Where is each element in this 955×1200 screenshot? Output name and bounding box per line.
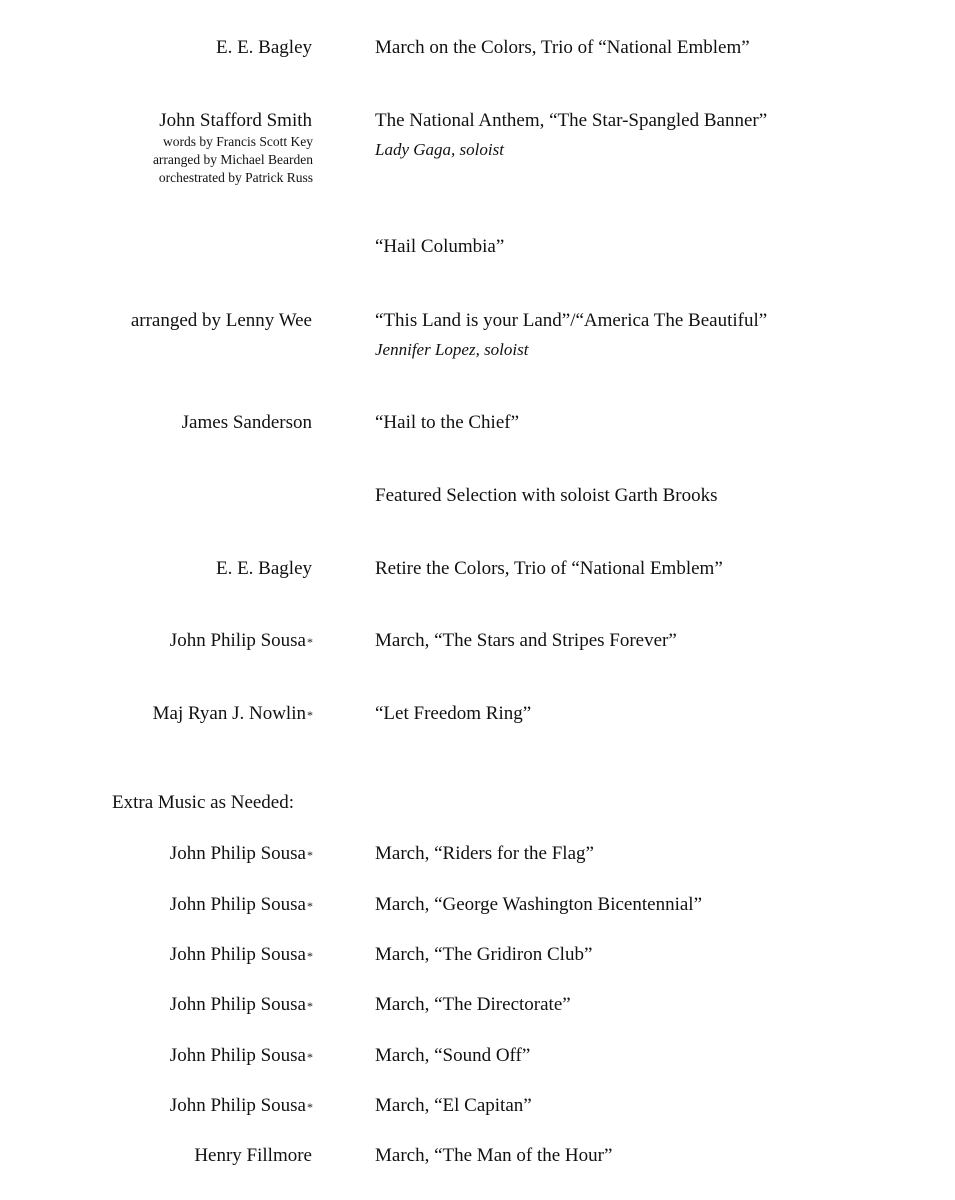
piece-title: March, “The Stars and Stripes Forever” bbox=[375, 630, 677, 651]
composer: E. E. Bagley bbox=[215, 558, 312, 579]
composer: John Philip Sousa* bbox=[169, 994, 313, 1015]
piece-title: Retire the Colors, Trio of “National Emblem” bbox=[375, 558, 723, 579]
composer bbox=[13, 236, 313, 259]
credit-line: orchestrated by Patrick Russ bbox=[158, 170, 313, 185]
composer bbox=[13, 485, 313, 508]
composer: E. E. Bagley bbox=[215, 37, 312, 58]
extra-music-heading: Extra Music as Needed: bbox=[112, 792, 295, 813]
piece-title: March, “George Washington Bicentennial” bbox=[375, 894, 702, 915]
composer: James Sanderson bbox=[181, 412, 312, 433]
composer: John Philip Sousa* bbox=[169, 843, 313, 864]
credit-line: words by Francis Scott Key bbox=[163, 134, 313, 149]
piece-title: Featured Selection with soloist Garth Brooks bbox=[375, 485, 718, 506]
piece-title: March, “The Directorate” bbox=[375, 994, 571, 1015]
composer: John Philip Sousa* bbox=[169, 894, 313, 915]
credit-line: arranged by Michael Bearden bbox=[152, 152, 313, 167]
composer: John Philip Sousa* bbox=[169, 944, 313, 965]
piece-title: “Hail to the Chief” bbox=[375, 412, 520, 433]
soloist: Lady Gaga, soloist bbox=[375, 140, 504, 159]
piece-title: “This Land is your Land”/“America The Beautiful” bbox=[375, 310, 768, 331]
composer: arranged by Lenny Wee bbox=[130, 310, 312, 331]
piece-title: March on the Colors, Trio of “National Emblem” bbox=[375, 37, 750, 58]
piece-title: “Let Freedom Ring” bbox=[375, 703, 532, 724]
piece-title: The National Anthem, “The Star-Spangled Banner” bbox=[375, 110, 768, 131]
composer: John Philip Sousa* bbox=[169, 1045, 313, 1066]
composer-credits bbox=[153, 133, 313, 187]
composer: John Philip Sousa* bbox=[169, 1095, 313, 1116]
composer: John Stafford Smith bbox=[159, 110, 312, 131]
piece-title: March, “El Capitan” bbox=[375, 1095, 532, 1116]
composer: John Philip Sousa* bbox=[169, 630, 313, 651]
piece-title: March, “Riders for the Flag” bbox=[375, 843, 594, 864]
piece-title: “Hail Columbia” bbox=[375, 236, 505, 257]
piece-title: March, “Sound Off” bbox=[375, 1045, 531, 1066]
piece-title: March, “The Man of the Hour” bbox=[375, 1145, 613, 1166]
piece-title: March, “The Gridiron Club” bbox=[375, 944, 593, 965]
composer: Henry Fillmore bbox=[194, 1145, 312, 1166]
soloist: Jennifer Lopez, soloist bbox=[375, 340, 529, 359]
composer: Maj Ryan J. Nowlin* bbox=[152, 703, 313, 724]
